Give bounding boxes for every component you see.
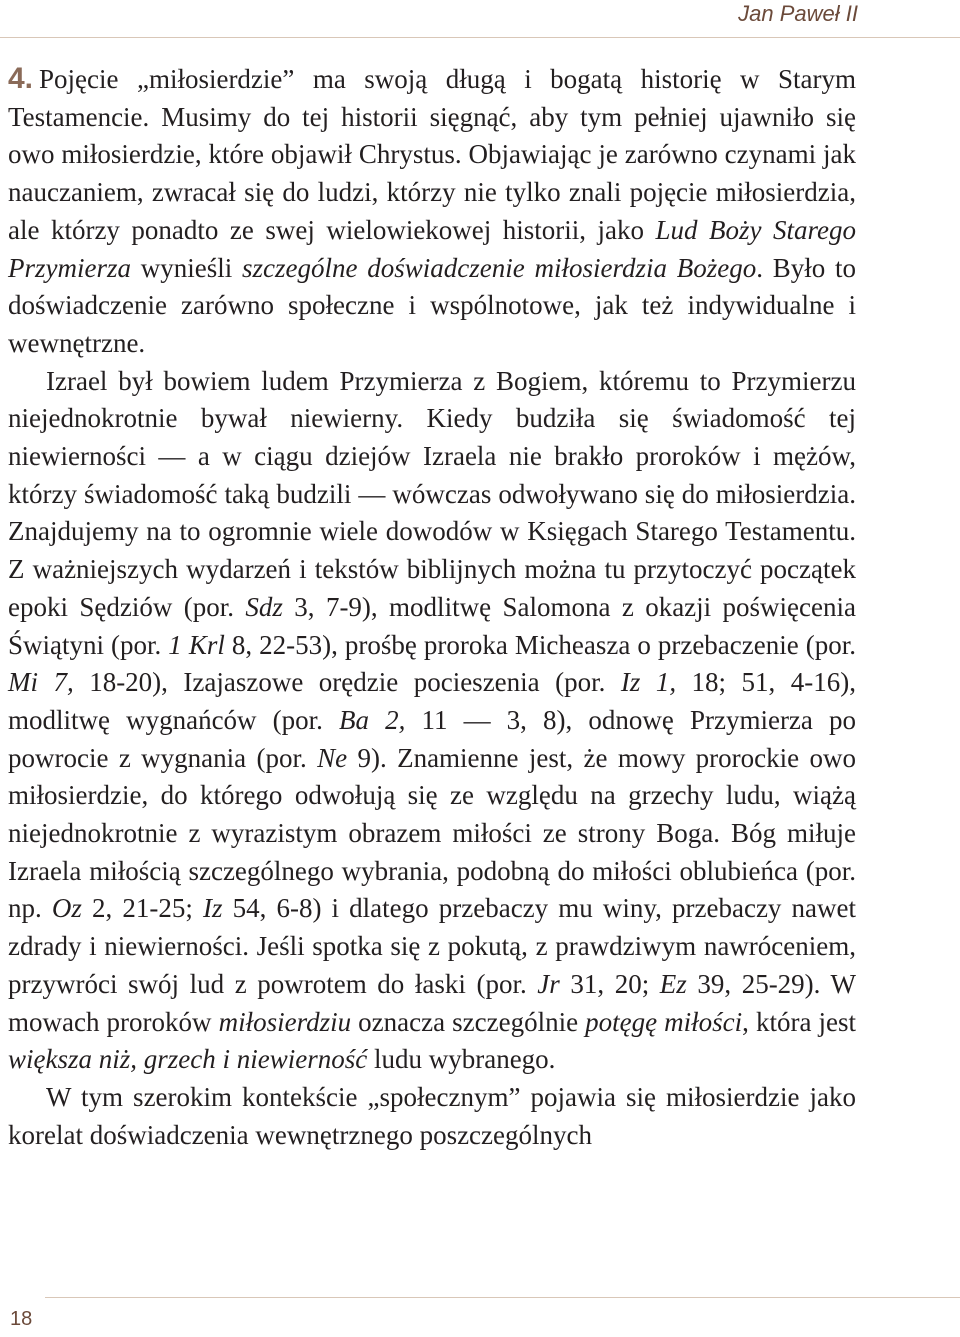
- text-run: 9). Znamienne jest, że mowy prorockie owo miłosierdzie, do którego odwołują się ze względu na grzechy ludu, wiążą niejednokrotnie z wyrazistym obrazem miłości ze strony Boga. Bóg miłuje Izraela miłością szczególnego wybrania, podobną do miłości oblubieńca (por. np.: [8, 742, 856, 924]
- paragraph-1-text: [8, 64, 856, 358]
- header-rule: [0, 37, 960, 38]
- text-run: wynieśli: [131, 252, 243, 283]
- text-run: ludu wybranego.: [367, 1044, 556, 1075]
- paragraph-1: [8, 60, 856, 363]
- body-text: [8, 60, 856, 1154]
- section-number: 4.: [8, 62, 34, 95]
- italic-run: Iz: [202, 893, 223, 924]
- text-run: 54, 6-8) i dlatego przebaczy mu winy, przebaczy nawet zdrady i niewierności. Jeśli spotka się z pokutą, z prawdziwym nawróceniem, przywróci swój lud z powrotem do łaski (por.: [8, 893, 857, 999]
- text-run: . Było to doświadczenie zarówno społeczne i wspólnotowe, jak też indywidualne i wewnętrzne.: [8, 252, 857, 358]
- text-run: oznacza szczególnie: [351, 1006, 586, 1037]
- italic-run: potęgę miłości: [585, 1006, 743, 1037]
- italic-run: Oz: [51, 893, 82, 924]
- italic-run: Ba 2,: [339, 704, 406, 735]
- paragraph-2: [8, 363, 856, 1079]
- italic-run: większa niż, grzech i niewierność: [8, 1044, 368, 1075]
- text-run: 11 — 3, 8), odnowę Przymierza po powrocie z wygnania (por.: [8, 704, 856, 773]
- text-run: Pojęcie „miłosierdzie” ma swoją długą i bogatą historię w Starym Testamencie. Musimy do tej historii sięgnąć, aby tym pełniej ujawniło się owo miłosierdzie, które objawił Chrystus. Objawiając je zarówno czynami jak nauczaniem, zwracał się do ludzi, którzy nie tylko znali pojęcie miłosierdzia, ale którzy ponadto ze swej wielowiekowej historii, jako: [8, 64, 856, 245]
- italic-run: Iz 1,: [620, 667, 677, 698]
- paragraph-3: [8, 1079, 856, 1154]
- text-run: Izrael był bowiem ludem Przymierza z Bogiem, któremu to Przymierzu niejednokrotnie bywał niewierny. Kiedy budziła się świadomość tej niewierności — a w ciągu dziejów Izraela nie brakło proroków i mężów, którzy świadomość taką budzili — wówczas odwoływano się do miłosierdzia. Znajdujemy na to ogromnie wiele dowodów w Księgach Starego Testamentu. Z ważniejszych wydarzeń i tekstów biblijnych można tu przytoczyć początek epoki Sędziów (por.: [8, 365, 856, 622]
- italic-run: szczególne doświadczenie miłosierdzia Bożego: [242, 252, 757, 283]
- page-number: 18: [10, 1308, 33, 1330]
- text-run: 18; 51, 4-16), modlitwę wygnańców (por.: [8, 667, 856, 735]
- italic-run: Lud Boży Starego Przymierza: [8, 214, 856, 283]
- footer-rule: [45, 1297, 960, 1298]
- italic-run: Ne: [317, 742, 348, 773]
- text-run: 31, 20;: [559, 968, 660, 999]
- italic-run: Mi 7,: [8, 667, 74, 698]
- italic-run: 1 Krl: [168, 629, 225, 660]
- text-run: 18-20), Izajaszowe orędzie pocieszenia (por.: [73, 667, 621, 698]
- italic-run: Ez: [659, 968, 687, 999]
- running-head-author: Jan Paweł II: [738, 1, 858, 26]
- text-run: W tym szerokim kontekście „społecznym” pojawia się miłosierdzie jako korelat doświadczenia wewnętrznego poszczególnych: [8, 1081, 856, 1150]
- text-run: 8, 22-53), prośbę proroka Micheasza o przebaczenie (por.: [224, 629, 856, 660]
- italic-run: Jr: [537, 968, 560, 999]
- italic-run: miłosierdziu: [218, 1006, 352, 1037]
- text-run: 39, 25-29). W mowach proroków: [8, 968, 856, 1037]
- text-run: 3, 7-9), modlitwę Salomona z okazji poświęcenia Świątyni (por.: [8, 591, 856, 660]
- text-run: , która jest: [742, 1006, 856, 1037]
- italic-run: Sdz: [245, 591, 283, 622]
- text-run: 2, 21-25;: [81, 893, 203, 924]
